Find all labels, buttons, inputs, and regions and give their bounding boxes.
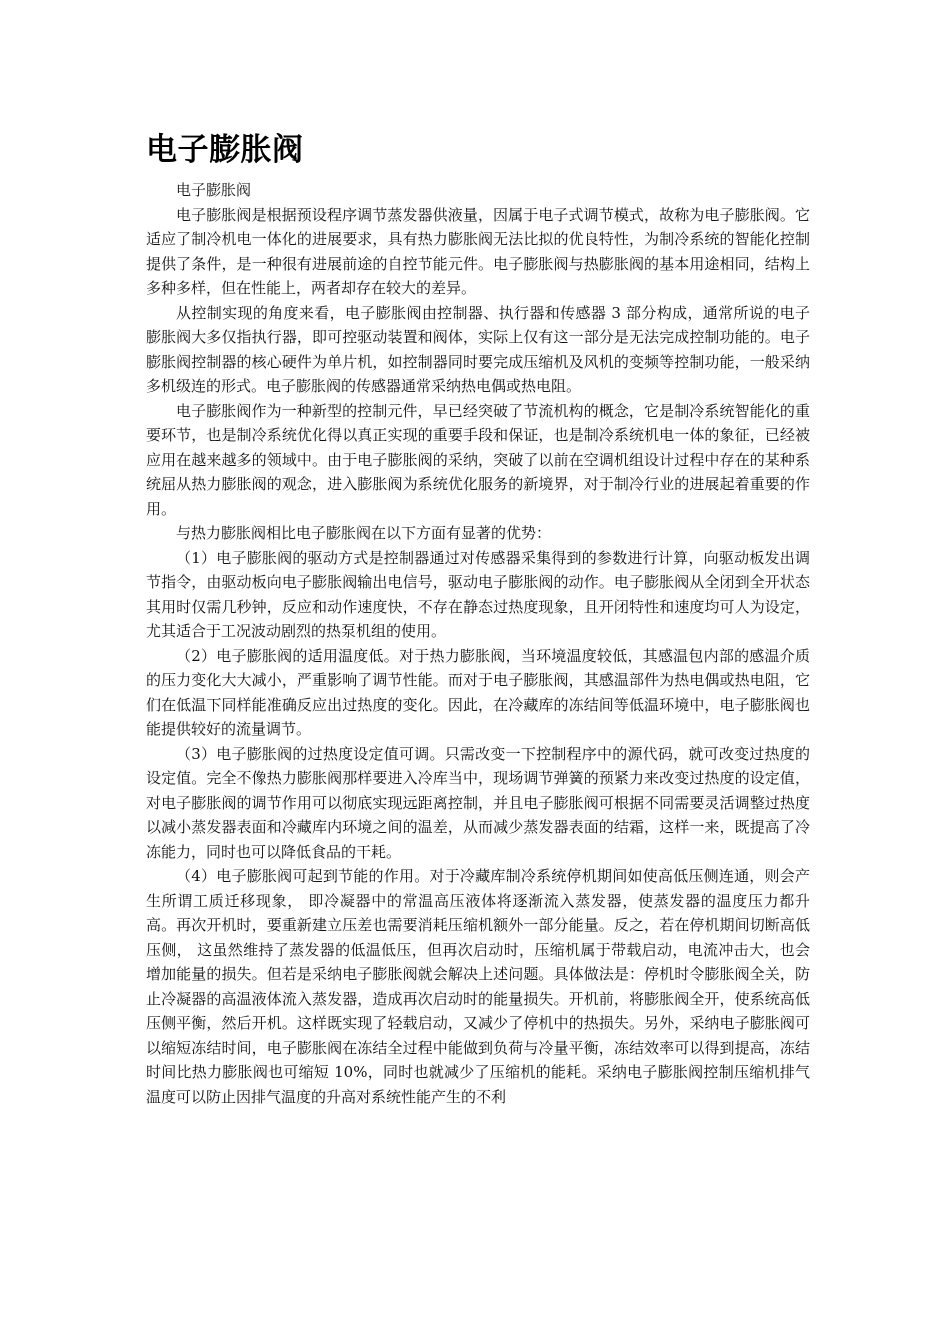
paragraph-advantages-lead: 与热力膨胀阀相比电子膨胀阀在以下方面有显著的优势： — [176, 524, 552, 542]
paragraph-subtitle: 电子膨胀阀 — [176, 181, 252, 199]
document-title: 电子膨胀阀 — [146, 132, 304, 168]
paragraph-advantage-3: （3）电子膨胀阀的过热度设定值可调。只需改变一下控制程序中的源代码，就可改变过热度的设定值。完全不像热力膨胀阀那样要进入冷库当中，现场调节弹簧的预紧力来改变过热度的设定值，对电子膨胀阀的调节作用可以彻底实现远距离控制，并且电子膨胀阀可根据不同需要灵活调整过热度以减小蒸发器表面和冷藏库内环境之间的温差，从而减少蒸发器表面的结霜，这样一来，既提高了冷冻能力，同时也可以降低食品的干耗。 — [146, 744, 810, 861]
paragraph-advantage-1: （1）电子膨胀阀的驱动方式是控制器通过对传感器采集得到的参数进行计算，向驱动板发出调节指令，由驱动板向电子膨胀阀输出电信号，驱动电子膨胀阀的动作。电子膨胀阀从全闭到全开状态其用时仅需几秒钟，反应和动作速度快，不存在静态过热度现象，且开闭特性和速度均可人为设定， 尤其适合于工况波动剧烈的热泵机组的使用。 — [146, 548, 810, 640]
paragraph-advantage-4: （4）电子膨胀阀可起到节能的作用。对于冷藏库制冷系统停机期间如使高低压侧连通，则会产生所谓工质迁移现象， 即冷凝器中的常温高压液体将逐渐流入蒸发器，使蒸发器的温度压力都升高。再次开机时，要重新建立压差也需要消耗压缩机额外一部分能量。反之，若在停机期间切断高低压侧， 这虽然维持了蒸发器的低温低压，但再次启动时，压缩机属于带载启动，电流冲击大，也会增加能量的损失。但若是采纳电子膨胀阀就会解决上述问题。具体做法是：停机时令膨胀阀全关，防止冷凝器的高温液体流入蒸发器，造成再次启动时的能量损失。开机前，将膨胀阀全开，使系统高低压侧平衡，然后开机。这样既实现了轻载启动，又减少了停机中的热损失。另外，采纳电子膨胀阀可以缩短冻结时间，电子膨胀阀在冻结全过程中能做到负荷与冷量平衡，冻结效率可以得到提高，冻结时间比热力膨胀阀也可缩短 10%，同时也就减少了压缩机的能耗。采纳电子膨胀阀控制压缩机排气温度可以防止因排气温度的升高对系统性能产生的不利 — [146, 867, 810, 1106]
document-page — [146, 128, 810, 1109]
paragraph-advantage-2: （2）电子膨胀阀的适用温度低。对于热力膨胀阀，当环境温度较低，其感温包内部的感温介质的压力变化大大减小，严重影响了调节性能。而对于电子膨胀阀，其感温部件为热电偶或热电阻，它们在低温下同样能准确反应出过热度的变化。因此，在冷藏库的冻结间等低温环境中，电子膨胀阀也能提供较好的流量调节。 — [146, 646, 810, 738]
paragraph-composition: 从控制实现的角度来看，电子膨胀阀由控制器、执行器和传感器 3 部分构成，通常所说的电子膨胀阀大多仅指执行器，即可控驱动装置和阀体，实际上仅有这一部分是无法完成控制功能的。电子膨胀阀控制器的核心硬件为单片机，如控制器同时要完成压缩机及风机的变频等控制功能，一般采纳多机级连的形式。电子膨胀阀的传感器通常采纳热电偶或热电阻。 — [146, 303, 810, 395]
paragraph-significance: 电子膨胀阀作为一种新型的控制元件，早已经突破了节流机构的概念，它是制冷系统智能化的重要环节，也是制冷系统优化得以真正实现的重要手段和保证，也是制冷系统机电一体的象征，已经被应用在越来越多的领域中。由于电子膨胀阀的采纳，突破了以前在空调机组设计过程中存在的某种系统屈从热力膨胀阀的观念，进入膨胀阀为系统优化服务的新境界，对于制冷行业的进展起着重要的作用。 — [146, 401, 810, 518]
paragraph-intro: 电子膨胀阀是根据预设程序调节蒸发器供液量，因属于电子式调节模式，故称为电子膨胀阀。它适应了制冷机电一体化的进展要求，具有热力膨胀阀无法比拟的优良特性，为制冷系统的智能化控制提供了条件，是一种很有进展前途的自控节能元件。电子膨胀阀与热膨胀阀的基本用途相同，结构上多种多样，但在性能上，两者却存在较大的差异。 — [146, 205, 810, 297]
